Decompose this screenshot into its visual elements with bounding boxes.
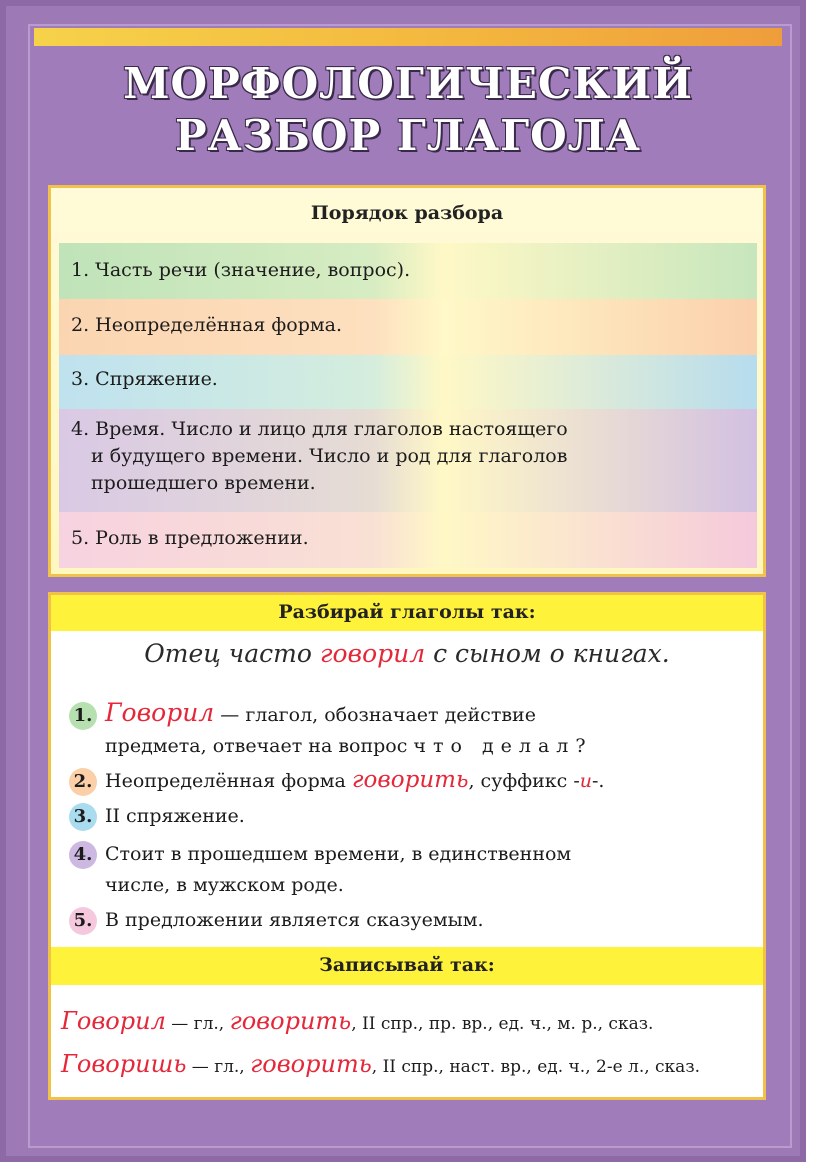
- step-5-number: 5.: [69, 907, 97, 935]
- step-4-line-2: числе, в мужском роде.: [105, 874, 344, 896]
- example-step-4: [69, 839, 571, 901]
- order-item-4-line-1: 4. Время. Число и лицо для глаголов настоящего: [71, 418, 568, 440]
- order-item-5: 5. Роль в предложении.: [59, 512, 757, 568]
- step-4-number: 4.: [69, 841, 97, 869]
- write-line-1: [61, 1007, 653, 1035]
- example-step-3: [69, 801, 245, 832]
- example-header: Разбирай глаголы так:: [51, 595, 763, 631]
- example-step-2: [69, 765, 604, 797]
- example-step-1: [69, 697, 593, 762]
- step-2-verb: говорить: [351, 767, 469, 793]
- write-line-2-rest: , II спр., наст. вр., ед. ч., 2-е л., сказ.: [371, 1057, 700, 1077]
- example-card: [48, 592, 766, 1100]
- sentence-end: с сыном о книгах.: [433, 639, 670, 668]
- step-1-text: — глагол, обозначает действие: [220, 704, 536, 726]
- step-1-line-2: предмета, отвечает на вопрос: [105, 735, 408, 757]
- write-line-2-inf: говорить: [250, 1050, 372, 1078]
- order-header: Порядок разбора: [310, 202, 504, 224]
- step-2-end: -.: [592, 770, 605, 792]
- write-line-2: [61, 1050, 700, 1078]
- sentence-verb: говорил: [319, 639, 426, 668]
- step-3-number: 3.: [69, 803, 97, 831]
- step-1-number: 1.: [69, 702, 97, 730]
- example-step-5: [69, 905, 484, 936]
- write-line-2-verb: Говоришь: [61, 1050, 187, 1078]
- write-line-1-mid: — гл.,: [165, 1014, 230, 1034]
- order-item-3: 3. Спряжение.: [59, 355, 757, 409]
- write-header: Записывай так:: [51, 947, 763, 985]
- order-item-4: [59, 409, 757, 512]
- example-sentence: [51, 639, 763, 668]
- write-line-1-rest: , II спр., пр. вр., ед. ч., м. р., сказ.: [351, 1014, 654, 1034]
- step-5-text: В предложении является сказуемым.: [105, 909, 484, 931]
- order-item-2: 2. Неопределённая форма.: [59, 299, 757, 355]
- step-2-text: Неопределённая форма: [105, 770, 346, 792]
- write-line-1-inf: говорить: [229, 1007, 352, 1035]
- step-4-text: Стоит в прошедшем времени, в единственном: [105, 843, 572, 865]
- step-2-suffix: и: [579, 770, 593, 792]
- order-item-1: 1. Часть речи (значение, вопрос).: [59, 243, 757, 299]
- write-line-2-mid: — гл.,: [186, 1057, 251, 1077]
- order-card: [48, 185, 766, 577]
- step-1-verb: Говорил: [105, 698, 215, 727]
- page-title: [0, 58, 816, 162]
- top-stripe: [34, 28, 782, 46]
- write-line-1-verb: Говорил: [61, 1007, 166, 1035]
- title-line-2: РАЗБОР ГЛАГОЛА: [174, 111, 642, 160]
- step-3-text: II спряжение.: [105, 805, 245, 827]
- step-2-suffix-label: , суффикс -: [468, 770, 580, 792]
- step-2-number: 2.: [69, 768, 97, 796]
- title-line-1: МОРФОЛОГИЧЕСКИЙ: [123, 59, 693, 108]
- sentence-start: Отец часто: [144, 639, 312, 668]
- step-1-question: что делал?: [413, 735, 593, 757]
- order-item-4-line-2: и будущего времени. Число и род для глаголов: [91, 445, 568, 467]
- order-item-4-line-3: прошедшего времени.: [91, 472, 316, 494]
